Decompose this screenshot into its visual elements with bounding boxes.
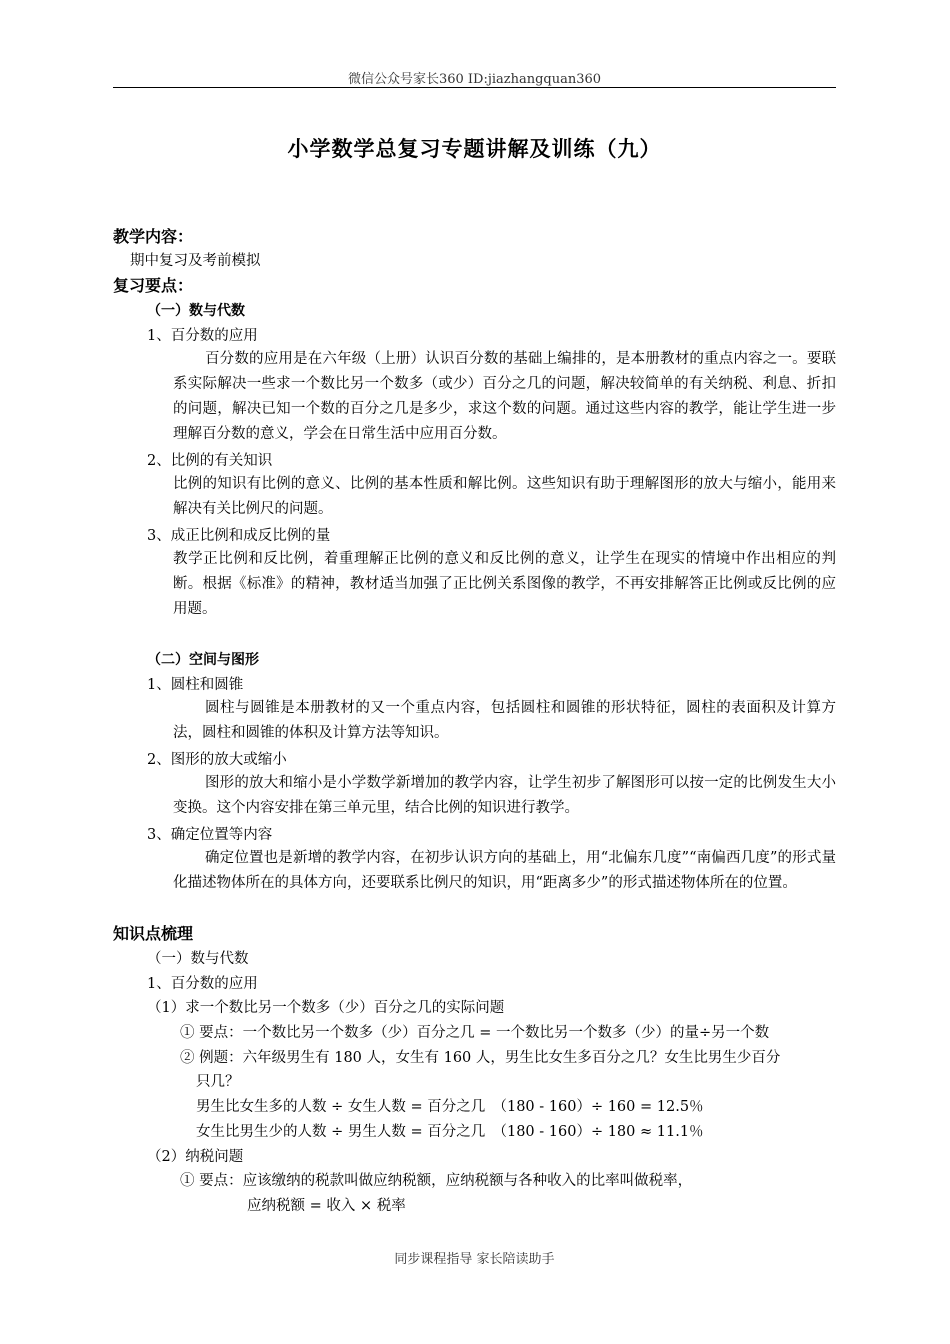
review-s2-item2-title: 2、图形的放大或缩小 — [147, 752, 287, 768]
knowledge-sub1-example: ② 例题：六年级男生有 180 人，女生有 160 人，男生比女生多百分之几？女生比男生少百分 — [180, 1050, 781, 1066]
knowledge-section1: （一）数与代数 — [147, 951, 249, 967]
knowledge-sub1: （1）求一个数比另一个数多（少）百分之几的实际问题 — [147, 1000, 505, 1016]
document-title: 小学数学总复习专题讲解及训练（九） — [287, 137, 662, 161]
teaching-content-text: 期中复习及考前模拟 — [130, 253, 261, 269]
header-divider — [113, 87, 836, 88]
review-s2-item2-text: 图形的放大和缩小是小学数学新增加的教学内容，让学生初步了解图形可以按一定的比例发生大小变换。这个内容安排在第三单元里，结合比例的知识进行教学。 — [173, 775, 836, 816]
page-footer: 同步课程指导 家长陪读助手 — [394, 1252, 555, 1267]
review-s1-item2-text: 比例的知识有比例的意义、比例的基本性质和解比例。这些知识有助于理解图形的放大与缩小，能用来解决有关比例尺的问题。 — [173, 476, 836, 517]
page-header: 微信公众号家长360 ID:jiazhangquan360 — [347, 72, 602, 87]
knowledge-sub2-point: ① 要点：应该缴纳的税款叫做应纳税额，应纳税额与各种收入的比率叫做税率， — [180, 1173, 693, 1189]
knowledge-formula1: 男生比女生多的人数 ÷ 女生人数 = 百分之几 （180 - 160）÷ 160 = 12.5％ — [196, 1099, 704, 1115]
review-section2-heading: （二）空间与图形 — [147, 652, 259, 668]
review-s1-item3-title: 3、成正比例和成反比例的量 — [147, 528, 331, 544]
review-s1-item1-text: 百分数的应用是在六年级（上册）认识百分数的基础上编排的，是本册教材的重点内容之一。要联系实际解决一些求一个数比另一个数多（或少）百分之几的问题，解决较简单的有关纳税、利息、折扣的问题，解决已知一个数的百分之几是多少，求这个数的问题。通过这些内容的教学，能让学生进一步理解百分数的意义，学会在日常生活中应用百分数。 — [173, 351, 836, 442]
review-s1-item3-text: 教学正比例和反比例，着重理解正比例的意义和反比例的意义，让学生在现实的情境中作出相应的判断。根据《标准》的精神，教材适当加强了正比例关系图像的教学，不再安排解答正比例或反比例的应用题。 — [173, 551, 836, 617]
review-points-heading: 复习要点： — [113, 276, 194, 295]
review-s2-item1-title: 1、圆柱和圆锥 — [147, 677, 244, 693]
knowledge-heading: 知识点梳理 — [113, 924, 194, 943]
knowledge-item1: 1、百分数的应用 — [147, 976, 258, 992]
review-s1-item1-title: 1、百分数的应用 — [147, 328, 258, 344]
review-s2-item1-text: 圆柱与圆锥是本册教材的又一个重点内容，包括圆柱和圆锥的形状特征，圆柱的表面积及计算方法，圆柱和圆锥的体积及计算方法等知识。 — [173, 700, 836, 741]
review-s2-item3-title: 3、确定位置等内容 — [147, 827, 273, 843]
knowledge-formula2: 女生比男生少的人数 ÷ 男生人数 = 百分之几 （180 - 160）÷ 180 ≈ 11.1％ — [196, 1124, 704, 1140]
review-s1-item2-title: 2、比例的有关知识 — [147, 453, 273, 469]
review-section1-heading: （一）数与代数 — [147, 303, 245, 319]
review-s2-item3-text: 确定位置也是新增的教学内容，在初步认识方向的基础上，用“北偏东几度”“南偏西几度”的形式量化描述物体所在的具体方向，还要联系比例尺的知识，用“距离多少”的形式描述物体所在的位置。 — [173, 850, 836, 891]
knowledge-sub1-point: ① 要点：一个数比另一个数多（少）百分之几 = 一个数比另一个数多（少）的量÷另一个数 — [180, 1025, 770, 1041]
knowledge-sub1-example-cont: 只几？ — [196, 1074, 240, 1090]
knowledge-sub2-formula: 应纳税额 = 收入 × 税率 — [247, 1198, 406, 1214]
teaching-content-heading: 教学内容： — [113, 227, 194, 246]
knowledge-sub2: （2）纳税问题 — [147, 1149, 244, 1165]
